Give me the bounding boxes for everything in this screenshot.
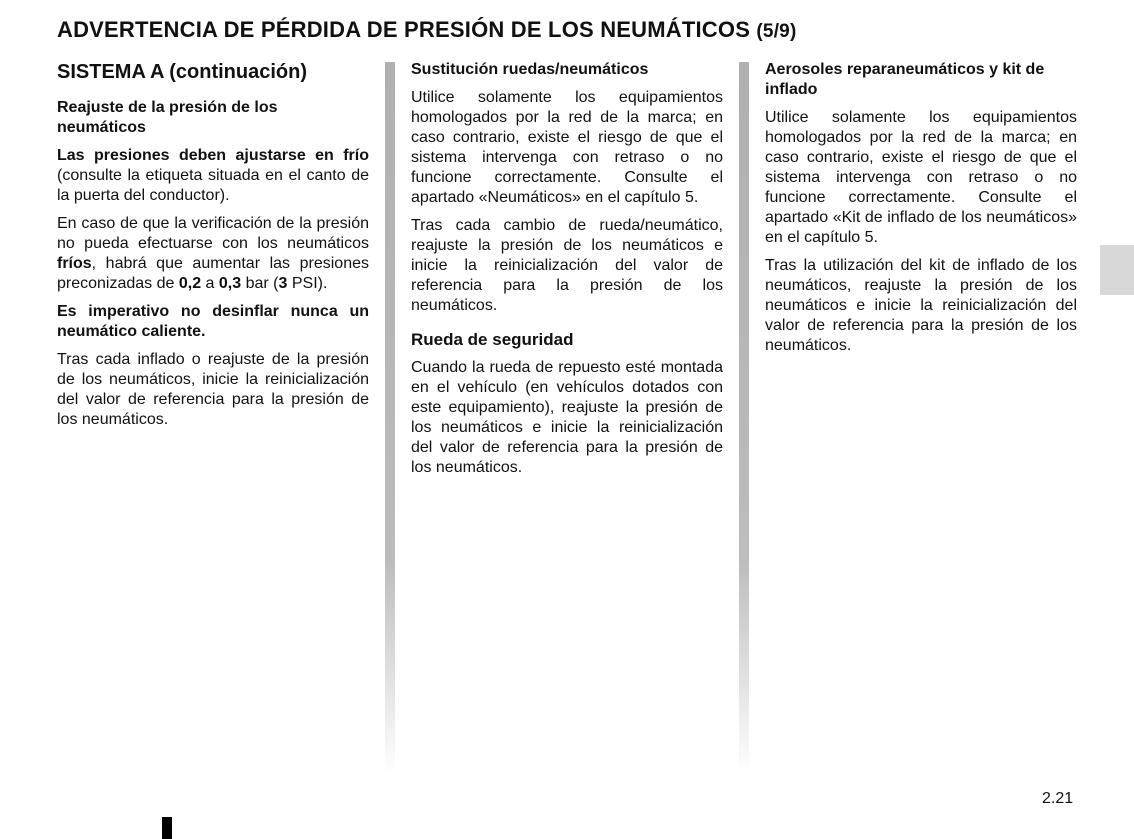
- bold-text: fríos: [57, 255, 92, 272]
- bold-text: Las presiones deben ajustarse en frío: [57, 147, 369, 164]
- text: PSI).: [287, 275, 328, 292]
- text: , habrá que aumentar las presiones preconizadas de: [57, 255, 369, 292]
- bold-text: 0,3: [218, 275, 242, 292]
- paragraph-rueda-repuesto: Cuando la rueda de repuesto esté montada en el vehículo (en vehículos dotados con este equipamiento), reajuste la presión de los neumáticos e inicie la reinicialización del valor de referencia para la presión de los neumáticos.: [411, 359, 723, 476]
- page-title-text: ADVERTENCIA DE PÉRDIDA DE PRESIÓN DE LOS NEUMÁTICOS: [57, 17, 751, 42]
- column-divider: [385, 62, 395, 774]
- column-2: [411, 60, 723, 486]
- section-heading-reajuste: Reajuste de la presión de los neumáticos: [57, 99, 278, 136]
- page-number: 2.21: [1042, 790, 1074, 807]
- paragraph-cambio-rueda: Tras cada cambio de rueda/neumático, reajuste la presión de los neumáticos e inicie la reinicialización del valor de referencia para la presión de los neumáticos.: [411, 217, 723, 314]
- paragraph-tras-kit: Tras la utilización del kit de inflado de los neumáticos, reajuste la presión de los neumáticos e inicie la reinicialización del valor de referencia para la presión de los neumáticos.: [765, 257, 1077, 354]
- system-title: SISTEMA A (continuación): [57, 61, 307, 83]
- paragraph-kit-equipamientos: Utilice solamente los equipamientos homologados por la red de la marca; en caso contrario, existe el riesgo de que el sistema intervenga con retraso o no funcione correctamente. Consulte el apartado «Kit de inflado de los neumáticos» en el capítulo 5.: [765, 109, 1077, 246]
- section-heading-rueda-seguridad: Rueda de seguridad: [411, 330, 574, 349]
- bold-text: 0,2: [178, 275, 202, 292]
- section-heading-aerosoles: Aerosoles reparaneumáticos y kit de inflado: [765, 61, 1045, 98]
- paragraph-tras-inflado: Tras cada inflado o reajuste de la presión de los neumáticos, inicie la reinicialización del valor de referencia para la presión de los neumáticos.: [57, 351, 369, 428]
- text: a: [201, 275, 219, 292]
- column-1: [57, 60, 369, 438]
- text: En caso de que la verificación de la presión no pueda efectuarse con los neumáticos: [57, 215, 369, 252]
- column-3: [765, 60, 1077, 364]
- paragraph-imperativo: [57, 302, 369, 342]
- paragraph-presiones-frio: [57, 146, 369, 206]
- crop-mark: [162, 817, 172, 839]
- section-heading-sustitucion: Sustitución ruedas/neumáticos: [411, 61, 649, 78]
- bold-text: 3: [278, 275, 288, 292]
- chapter-tab: [1100, 245, 1134, 295]
- text: bar (: [241, 275, 279, 292]
- bold-text: Es imperativo no desinflar nunca un neumático caliente.: [57, 303, 369, 340]
- page-title: [57, 17, 1057, 43]
- page-part-indicator: (5/9): [756, 21, 797, 42]
- paragraph-verificacion: [57, 214, 369, 294]
- text: (consulte la etiqueta situada en el canto de la puerta del conductor).: [57, 167, 369, 204]
- paragraph-equipamientos: Utilice solamente los equipamientos homologados por la red de la marca; en caso contrario, existe el riesgo de que el sistema intervenga con retraso o no funcione correctamente. Consulte el apartado «Neumáticos» en el capítulo 5.: [411, 89, 723, 206]
- column-divider: [739, 62, 749, 774]
